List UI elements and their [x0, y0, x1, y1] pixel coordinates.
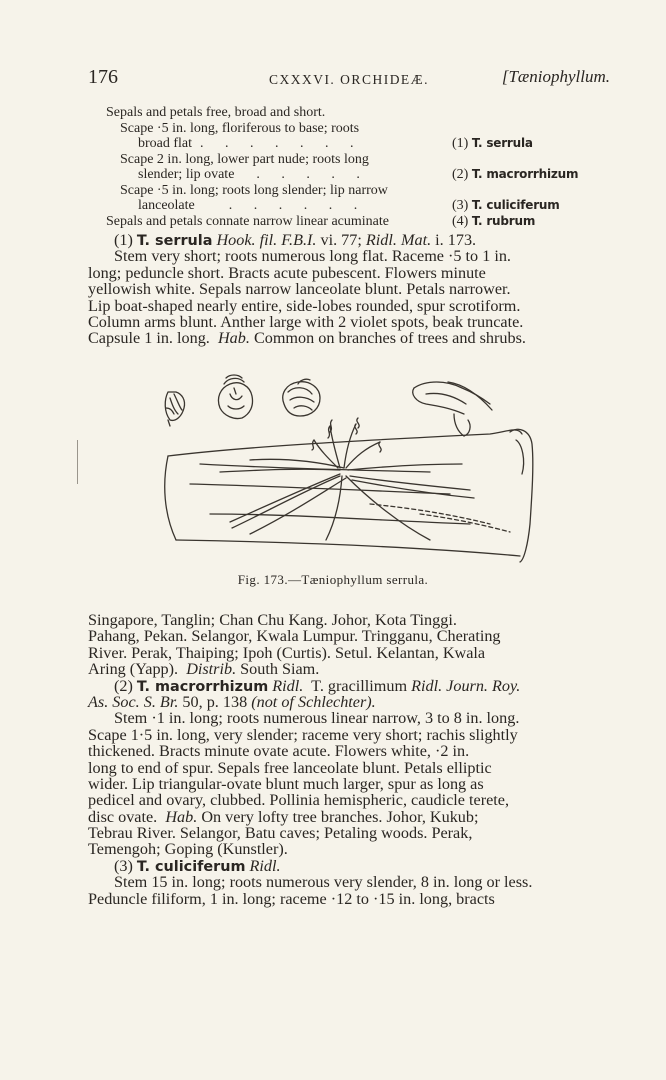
chapter-heading: CXXXVI. ORCHIDEÆ.	[268, 72, 430, 87]
lip-detail	[283, 379, 320, 416]
key-line: lanceolate . . . . . . (3) T. culiciferum	[138, 198, 560, 213]
species-text-continued: Singapore, Tanglin; Chan Chu Kang. Johor, Kota Tinggi. Pahang, Pekan. Selangor, Kwala Lumpur. Tringganu, Cherating River. Perak, Thaiping; Ipoh (Curtis). Setul. Kelantan, Kwala Aring (Yapp). Distrib. South Siam. (2) T. macrorrhizum Ridl. T. gracillimum Ridl. Journ. Roy. As. Soc. S. Br. 50, p. 138 (not of Schlechter). Stem ·1 in. long; roots numerous linear narrow, 3 to 8 in. long. Scape 1·5 in. long, very slender; raceme very short; rachis slightly thickened. Bracts minute ovate acute. Flowers white, ·2 in. long to end of spur. Sepals free lanceolate blunt. Petals elliptic wider. Lip triangular-ovate blunt much larger, spur as long as pedicel and ovary, clubbed. Pollinia hemispheric, caudicle terete, disc ovate. Hab. On very lofty tree branches. Johor, Kukub; Tebrau River. Selangor, Batu caves; Petaling woods. Perak, Temengoh; Goping (Kunstler). (3) T. culiciferum Ridl. Stem 15 in. long; roots numerous very slender, 8 in. long or less. Peduncle filiform, 1 in. long; raceme ·12 to ·15 in. long, bracts	[88, 612, 608, 907]
species-heading: (3) T. culiciferum Ridl.	[114, 856, 281, 875]
page-number: 176	[88, 66, 118, 88]
orchid-roots	[220, 459, 474, 540]
running-header	[88, 66, 610, 92]
species-heading: (2) T. macrorrhizum Ridl. T. gracillimum Ridl. Journ. Roy.	[114, 676, 521, 695]
botanical-illustration	[70, 364, 590, 576]
species-1-description: (1) T. serrula Hook. fil. F.B.I. vi. 77; Ridl. Mat. i. 173. Stem very short; roots numerous long flat. Raceme ·5 to 1 in. long; peduncle short. Bracts acute pubescent. Flowers minute yellowish white. Sepals narrow lanceolate blunt. Petals narrower. Lip boat-shaped nearly entire, side-lobes rounded, spur scrotiform. Column arms blunt. Anther large with 2 violet spots, beak truncate. Capsule 1 in. long. Hab. Common on branches of trees and shrubs.	[88, 232, 608, 347]
key-line: Scape ·5 in. long; roots long slender; lip narrow	[120, 182, 388, 198]
key-line: Scape ·5 in. long, floriferous to base; roots	[120, 120, 360, 136]
key-line: Scape 2 in. long, lower part nude; roots long	[120, 151, 369, 167]
genus-heading: [Tæniophyllum.	[501, 67, 610, 86]
figure-caption: Fig. 173.—Tæniophyllum serrula.	[237, 572, 429, 587]
flower-front-detail	[218, 375, 252, 419]
key-result: (2) T. macrorrhizum	[452, 167, 579, 182]
key-result: (1) T. serrula	[452, 136, 533, 151]
key-line: slender; lip ovate . . . . . (2) T. macrorrhizum	[138, 167, 579, 182]
key-line: broad flat . . . . . . . (1) T. serrula	[138, 136, 533, 151]
key-result: (3) T. culiciferum	[452, 198, 560, 213]
tree-branch	[165, 429, 533, 562]
flower-side-detail	[165, 392, 184, 426]
spur-detail	[413, 382, 492, 436]
species-key	[88, 105, 610, 229]
species-heading: (1) T. serrula Hook. fil. F.B.I. vi. 77; Ridl. Mat. i. 173.	[114, 231, 477, 249]
key-line: Sepals and petals free, broad and short.	[106, 105, 326, 120]
key-result: (4) T. rubrum	[452, 213, 536, 229]
key-line: Sepals and petals connate narrow linear acuminate (4) T. rubrum	[106, 213, 536, 229]
